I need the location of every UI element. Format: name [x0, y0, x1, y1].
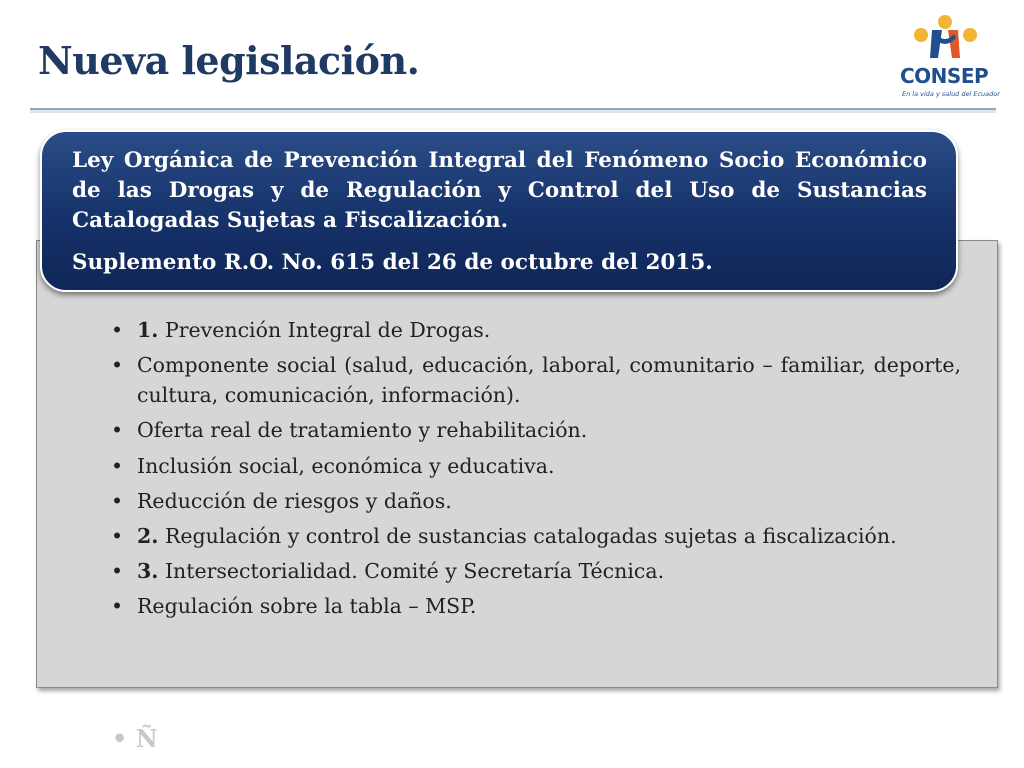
consep-figure-icon: [910, 14, 980, 60]
law-title: Ley Orgánica de Prevención Integral del Fenómeno Socio Económico de las Drogas y de Regulación y Control del Uso de Sustancias Catalogadas Sujetas a Fiscalización.: [72, 148, 927, 233]
bullet-icon: •: [112, 724, 128, 753]
logo-wordmark: CONSEP: [900, 64, 989, 88]
list-item: [109, 315, 961, 345]
item-text: Intersectorialidad. Comité y Secretaría Técnica.: [164, 558, 665, 583]
stray-bullet-item: [112, 724, 158, 753]
list-item: [109, 556, 961, 586]
logo-head-center-icon: [938, 15, 952, 29]
list-item: [109, 350, 961, 410]
bullet-icon: •: [111, 558, 124, 583]
bullet-icon: •: [111, 523, 124, 548]
list-item: [109, 486, 961, 516]
content-box: [36, 240, 998, 688]
item-number: 2.: [137, 523, 159, 548]
list-item: [109, 415, 961, 445]
list-item: [109, 591, 961, 621]
bullet-icon: •: [111, 488, 124, 513]
bullet-icon: •: [111, 418, 124, 443]
item-text: Componente social (salud, educación, laboral, comunitario – familiar, deporte, cultura, comunicación, información).: [137, 353, 961, 408]
content-bullet-list: [109, 315, 961, 626]
list-item: [109, 521, 961, 551]
item-text: Prevención Integral de Drogas.: [164, 318, 491, 342]
bullet-icon: •: [111, 318, 124, 342]
item-text: Reducción de riesgos y daños.: [137, 488, 452, 513]
logo-slogan: En la vida y salud del Ecuador: [902, 90, 1000, 98]
item-number: 3.: [137, 558, 159, 583]
item-text: Inclusión social, económica y educativa.: [137, 453, 555, 478]
logo-head-left-icon: [914, 28, 928, 42]
consep-logo: [896, 14, 1000, 104]
law-header-banner: [40, 130, 958, 292]
law-supplement: Suplemento R.O. No. 615 del 26 de octubre del 2015.: [72, 250, 713, 275]
bullet-icon: •: [111, 453, 124, 478]
bullet-icon: •: [111, 353, 124, 378]
item-text: Oferta real de tratamiento y rehabilitación.: [137, 418, 588, 443]
title-divider-shadow: [30, 110, 996, 113]
bullet-icon: •: [111, 594, 124, 618]
item-number: 1.: [137, 318, 159, 342]
slide-title: Nueva legislación.: [38, 38, 420, 83]
logo-head-right-icon: [963, 28, 977, 42]
item-text: Regulación y control de sustancias catalogadas sujetas a fiscalización.: [164, 523, 897, 548]
stray-text: Ñ: [135, 724, 158, 753]
item-text: Regulación sobre la tabla – MSP.: [137, 594, 477, 618]
list-item: [109, 451, 961, 481]
